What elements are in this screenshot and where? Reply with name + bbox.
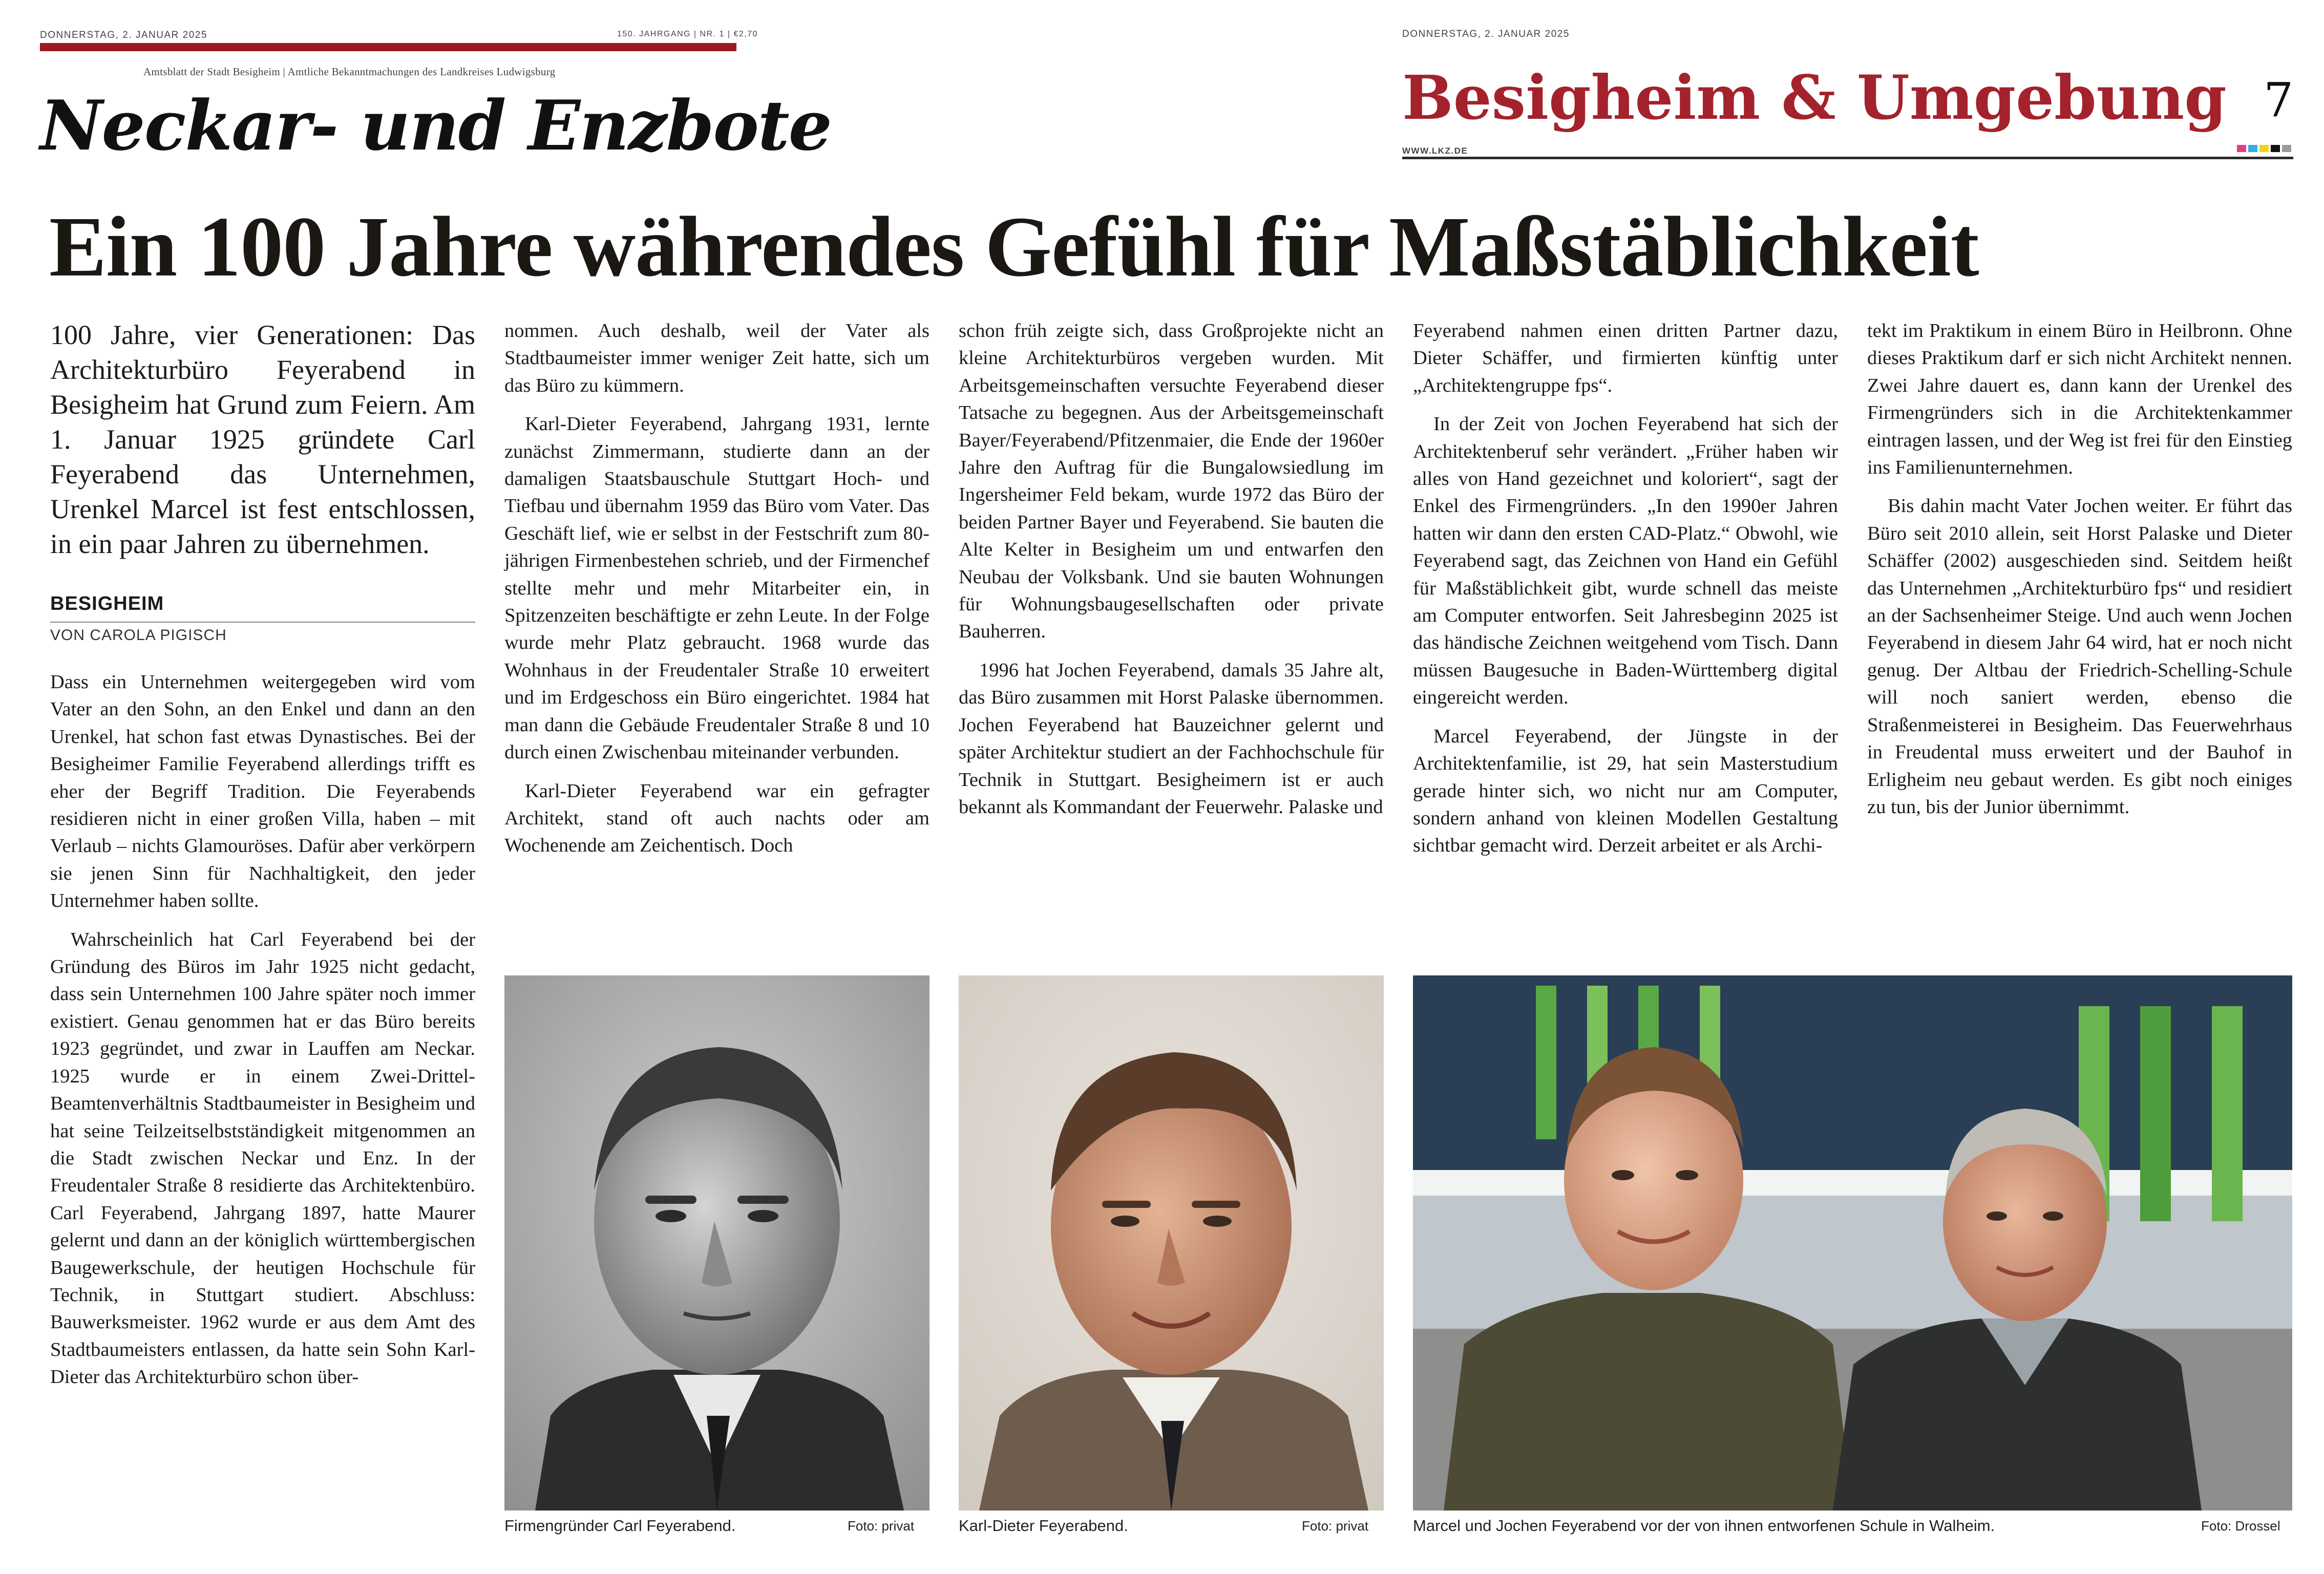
paragraph: Bis dahin macht Vater Jochen weiter. Er führt das Büro seit 2010 allein, seit Horst Palaske und Dieter Schäffer (2002) ausgeschieden sind. Seitdem heißt das Unternehmen „Architekturbüro fps“ und residiert an der Sachsenheimer Steige. Und auch wenn Jochen Feyerabend in diesem Jahr 64 wird, hat er noch nicht genug. Der Altbau der Friedrich-Schelling-Schule will noch saniert werden, ebenso die Straßenmeisterei in Besigheim. Das Feuerwehrhaus in Freudental muss erweitert und der Bauhof in Erligheim neu gebaut werden. Es gibt noch einiges zu tun, bis der Junior übernimmt. bbox=[1867, 495, 2292, 818]
left-header-red-bar bbox=[40, 43, 736, 51]
article-dateline: BESIGHEIM bbox=[50, 593, 164, 614]
photo-1-credit: Foto: privat bbox=[848, 1518, 915, 1534]
website: WWW.LKZ.DE bbox=[1402, 146, 1468, 156]
photo-2-credit: Foto: privat bbox=[1302, 1518, 1369, 1534]
right-header-rule bbox=[1402, 157, 2293, 159]
print-color-marks bbox=[2237, 145, 2291, 152]
portrait-karl-dieter-graphic bbox=[959, 975, 1384, 1511]
photo-carl-feyerabend bbox=[504, 975, 929, 1511]
left-header-date: DONNERSTAG, 2. JANUAR 2025 bbox=[40, 30, 207, 40]
right-header-date: DONNERSTAG, 2. JANUAR 2025 bbox=[1402, 29, 1570, 39]
paragraph: tekt im Praktikum in einem Büro in Heilbronn. Ohne dieses Praktikum darf er sich nicht Architekt nennen. Zwei Jahre dauert es, dann kann der Urenkel des Firmengründers sich in die Architektenkammer eintragen lassen, und der Weg ist frei für den Einstieg ins Familienunternehmen. bbox=[1867, 320, 2292, 479]
article-column-4 bbox=[1413, 317, 1838, 871]
article-lead: 100 Jahre, vier Generationen: Das Architekturbüro Feyerabend in Besigheim hat Grund zum Feiern. Am 1. Januar 1925 gründete Carl Feyerabend das Unternehmen, Urenkel Marcel ist fest entschlossen, in ein paar Jahren zu übernehmen. bbox=[50, 320, 475, 559]
print-mark-black bbox=[2271, 145, 2280, 152]
left-header-subtitle: Amtsblatt der Stadt Besigheim | Amtliche Bekanntmachungen des Landkreises Ludwigsburg bbox=[143, 66, 556, 78]
paragraph: Marcel Feyerabend, der Jüngste in der Architektenfamilie, ist 29, hat sein Masterstudium gerade hinter sich, wo nicht nur am Computer, sondern anhand von kleinen Modellen Gestaltung sichtbar gemacht wird. Derzeit arbeitet er als Archi- bbox=[1413, 725, 1838, 857]
left-header-issue-info: 150. JAHRGANG | NR. 1 | €2,70 bbox=[617, 30, 758, 38]
section-title: Besigheim & Umgebung bbox=[1402, 62, 2227, 133]
paragraph: Feyerabend nahmen einen dritten Partner dazu, Dieter Schäffer, und firmierten künftig unter „Architektengruppe fps“. bbox=[1413, 320, 1838, 396]
paragraph: Karl-Dieter Feyerabend war ein gefragter Architekt, stand oft auch nachts oder am Wochenende am Zeichentisch. Doch bbox=[504, 780, 929, 857]
photo-2-caption: Karl-Dieter Feyerabend. bbox=[959, 1517, 1128, 1535]
photo-3-credit: Foto: Drossel bbox=[2201, 1518, 2280, 1534]
paragraph: nommen. Auch deshalb, weil der Vater als Stadtbaumeister immer weniger Zeit hatte, sich um das Büro zu kümmern. bbox=[504, 320, 929, 396]
article-column-1 bbox=[50, 669, 475, 1402]
print-mark-yellow bbox=[2259, 145, 2269, 152]
page-number: 7 bbox=[2264, 73, 2294, 127]
article-column-2 bbox=[504, 317, 929, 871]
paragraph: Wahrscheinlich hat Carl Feyerabend bei der Gründung des Büros im Jahr 1925 nicht gedacht, dass sein Unternehmen 100 Jahre später noch immer existiert. Genau genommen hat er das Büro bereits 1923 gegründet, und zwar in Lauffen am Neckar. 1925 wurde er in einem Zwei-Drittel-Beamtenverhältnis Stadtbaumeister in Besigheim und hat seine Teilzeitselbstständigkeit mitgenommen an die Stadt zwischen Neckar und Enz. In der Freudentaler Straße 8 residierte das Architektenbüro. Carl Feyerabend, Jahrgang 1897, hatte Maurer gelernt und dann an der königlich württembergischen Baugewerkschule, der heutigen Hochschule für Technik, in Stuttgart studiert. Abschluss: Bauwerksmeister. 1962 wurde er aus dem Amt des Stadtbaumeisters entlassen, da hatte sein Sohn Karl-Dieter das Architekturbüro schon über- bbox=[50, 928, 475, 1388]
photo-3-caption: Marcel und Jochen Feyerabend vor der von ihnen entworfenen Schule in Walheim. bbox=[1413, 1517, 1995, 1535]
article-column-5 bbox=[1867, 317, 2292, 832]
photo-marcel-and-jochen bbox=[1413, 975, 2292, 1511]
masthead-logo: Neckar- und Enzbote bbox=[40, 85, 831, 166]
dateline-rule bbox=[50, 622, 475, 623]
paragraph: In der Zeit von Jochen Feyerabend hat sich der Architektenberuf sehr verändert. „Früher haben wir alles von Hand gezeichnet und koloriert“, sagt der Enkel des Firmengründers. „In den 1990er Jahren hatten wir dann den ersten CAD-Platz.“ Obwohl, wie Feyerabend sagt, das Zeichnen von Hand ein Gefühl für Maßstäblichkeit gibt, wurde schnell das meiste am Computer entworfen. Seit Jahresbeginn 2025 ist das händische Zeichnen weitgehend vom Tisch. Dann müssen Baugesuche in Baden-Württemberg digital eingereicht werden. bbox=[1413, 413, 1838, 709]
photo-karl-dieter-feyerabend bbox=[959, 975, 1384, 1511]
print-mark-gray bbox=[2282, 145, 2291, 152]
print-mark-magenta bbox=[2237, 145, 2246, 152]
article-headline: Ein 100 Jahre währendes Gefühl für Maßstäblichkeit bbox=[49, 199, 1979, 294]
paragraph: 1996 hat Jochen Feyerabend, damals 35 Jahre alt, das Büro zusammen mit Horst Palaske übernommen. Jochen Feyerabend hat Bauzeichner gelernt und später Architektur studiert an der Fachhochschule für Technik in Stuttgart. Besigheimern ist er auch bekannt als Kommandant der Feuerwehr. Palaske und bbox=[959, 659, 1384, 818]
print-mark-cyan bbox=[2248, 145, 2257, 152]
photo-1-caption: Firmengründer Carl Feyerabend. bbox=[504, 1517, 736, 1535]
photo-two-men-school-graphic bbox=[1413, 975, 2292, 1511]
paragraph: schon früh zeigte sich, dass Großprojekte nicht an kleine Architekturbüros vergeben wurden. Mit Arbeitsgemeinschaften versuchte Feyerabend dieser Tatsache zu begegnen. Aus der Arbeitsgemeinschaft Bayer/Feyerabend/Pfitzenmaier, die Ende der 1960er Jahre den Auftrag für die Bungalowsiedlung im Ingersheimer Feld bekam, wurde 1972 das Büro der beiden Partner Bayer und Feyerabend. Sie bauten die Alte Kelter in Besigheim um und entwarfen den Neubau der Volksbank. Und sie bauten Wohnungen für Wohnungsbaugesellschaften oder private Bauherren. bbox=[959, 320, 1384, 643]
portrait-carl-graphic bbox=[504, 975, 929, 1511]
article-author: VON CAROLA PIGISCH bbox=[50, 627, 227, 644]
paragraph: Dass ein Unternehmen weitergegeben wird vom Vater an den Sohn, an den Enkel und dann an den Urenkel, hat schon fast etwas Dynastisches. Bei der Besigheimer Familie Feyerabend allerdings trifft es eher der Begriff Tradition. Die Feyerabends residieren nicht in einer großen Villa, haben – mit Verlaub – nichts Glamouröses. Dafür aber verkörpern sie jenen Sinn für Nachhaltigkeit, den jeder Unternehmer haben sollte. bbox=[50, 671, 475, 912]
paragraph: Karl-Dieter Feyerabend, Jahrgang 1931, lernte zunächst Zimmermann, studierte dann an der damaligen Staatsbauschule Stuttgart Hoch- und Tiefbau und übernahm 1959 das Büro vom Vater. Das Geschäft lief, wie er selbst in der Festschrift zum 80-jährigen Firmenbestehen schrieb, und der Firmenchef stellte mehr und mehr Mitarbeiter ein, in Spitzenzeiten beschäftigte er zehn Leute. In der Folge wurde mehr Platz gebraucht. 1968 wurde das Wohnhaus in der Freudentaler Straße 10 erweitert und im Erdgeschoss ein Büro eingerichtet. 1984 hat man dann die Gebäude Freudentaler Straße 8 und 10 durch einen Zwischenbau miteinander verbunden. bbox=[504, 413, 929, 763]
article-column-3 bbox=[959, 317, 1384, 832]
